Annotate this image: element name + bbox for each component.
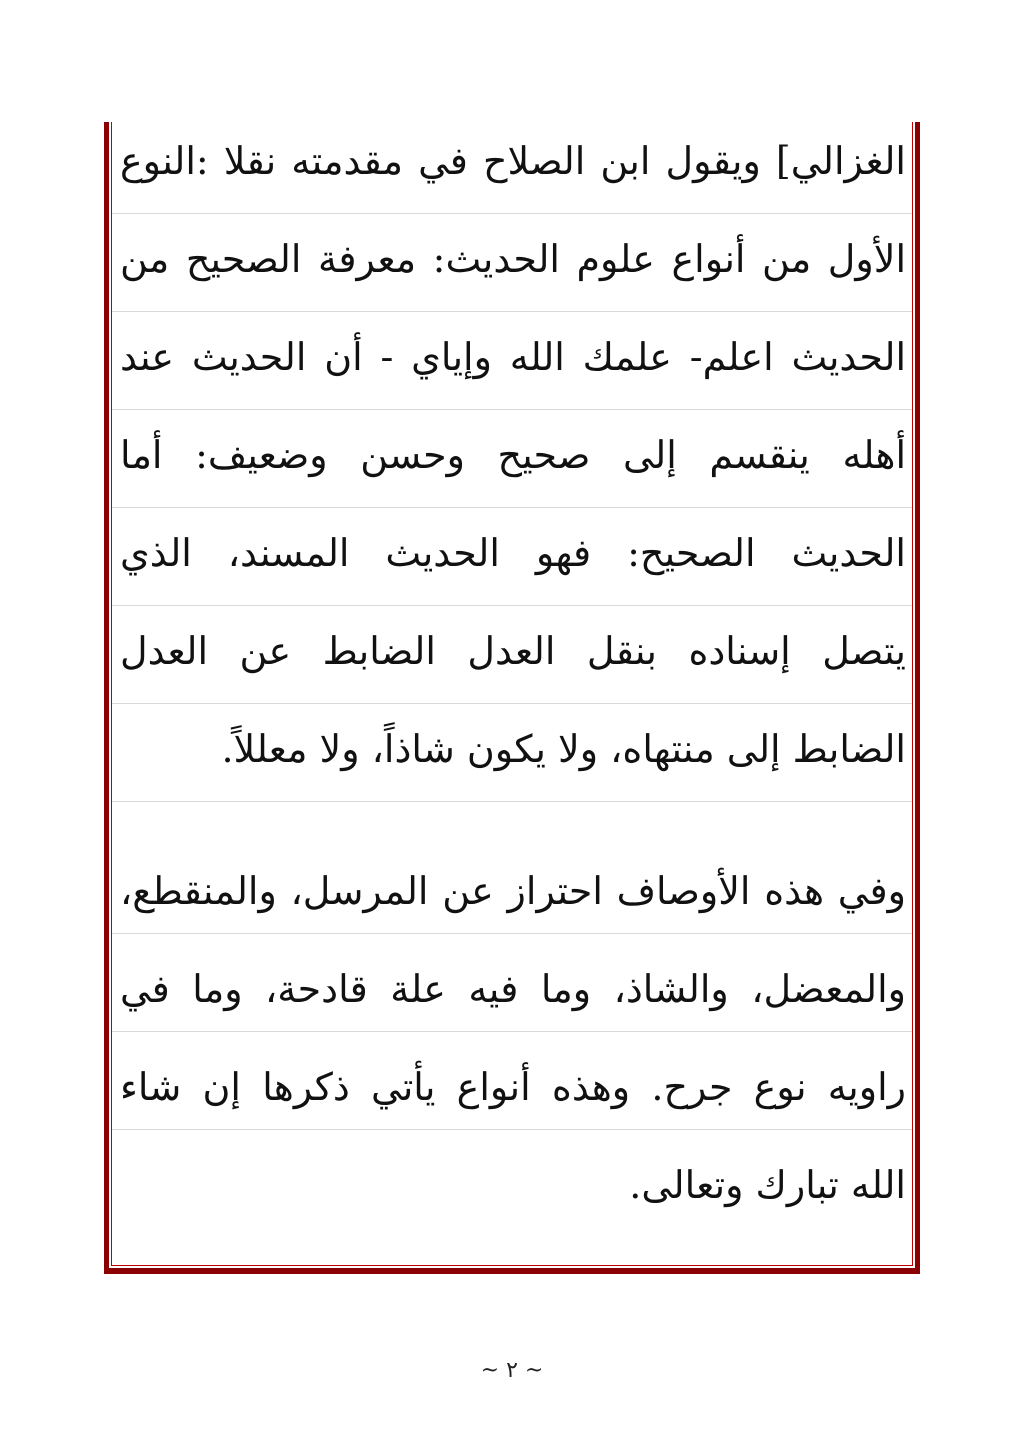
page-number: ~ ٢ ~ [480, 1358, 544, 1383]
text-line: أهله ينقسم إلى صحيح وحسن وضعيف: أما [120, 433, 906, 477]
paragraph-1 [120, 112, 906, 798]
text-line: الحديث اعلم- علمك الله وإياي - أن الحديث عند [120, 335, 906, 379]
ruled-line [112, 801, 912, 802]
text-line: راويه نوع جرح. وهذه أنواع يأتي ذكرها إن شاء [120, 1065, 906, 1109]
text-line: الحديث الصحيح: فهو الحديث المسند، الذي [120, 531, 906, 575]
text-line: والمعضل، والشاذ، وما فيه علة قادحة، وما في [120, 967, 906, 1011]
paragraph-2 [120, 842, 906, 1234]
text-line: وفي هذه الأوصاف احتراز عن المرسل، والمنقطع، [120, 869, 906, 913]
text-line: الله تبارك وتعالى. [629, 1163, 906, 1207]
text-line: الأول من أنواع علوم الحديث: معرفة الصحيح من [120, 237, 906, 281]
text-line: يتصل إسناده بنقل العدل الضابط عن العدل [120, 629, 906, 673]
text-line: الضابط إلى منتهاه، ولا يكون شاذاً، ولا معللاً. [221, 727, 906, 771]
text-line: الغزالي] ويقول ابن الصلاح في مقدمته نقلا :النوع [120, 139, 906, 183]
